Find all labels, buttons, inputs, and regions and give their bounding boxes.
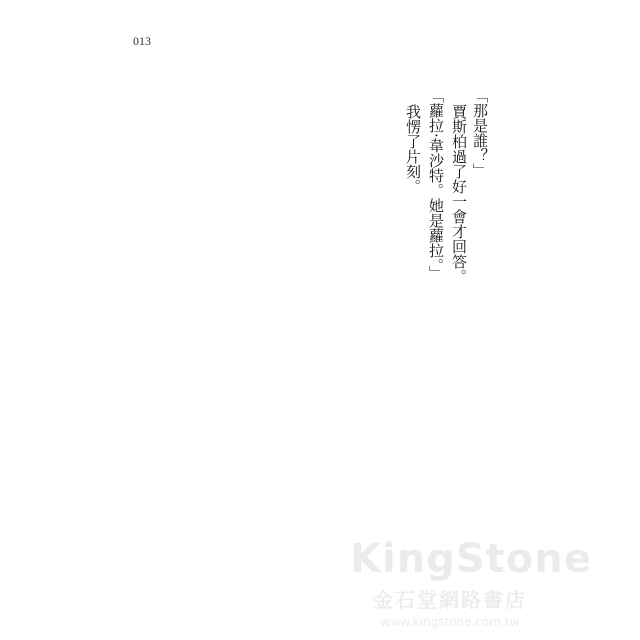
watermark-chinese: 金石堂網路書店 <box>373 588 527 612</box>
watermark <box>350 536 592 629</box>
text-column: 我愣了片刻。 <box>404 104 422 194</box>
page-number: 013 <box>133 34 151 48</box>
text-column: 賈斯柏過了好一會才回答。 <box>450 104 468 284</box>
text-column: 「那是誰？」 <box>471 88 489 178</box>
watermark-brand: KingStone <box>350 536 592 582</box>
watermark-url: www.kingstone.com.tw <box>380 615 520 629</box>
text-column: 「蘿拉‧韋沙特。她是蘿拉。」 <box>427 88 445 281</box>
